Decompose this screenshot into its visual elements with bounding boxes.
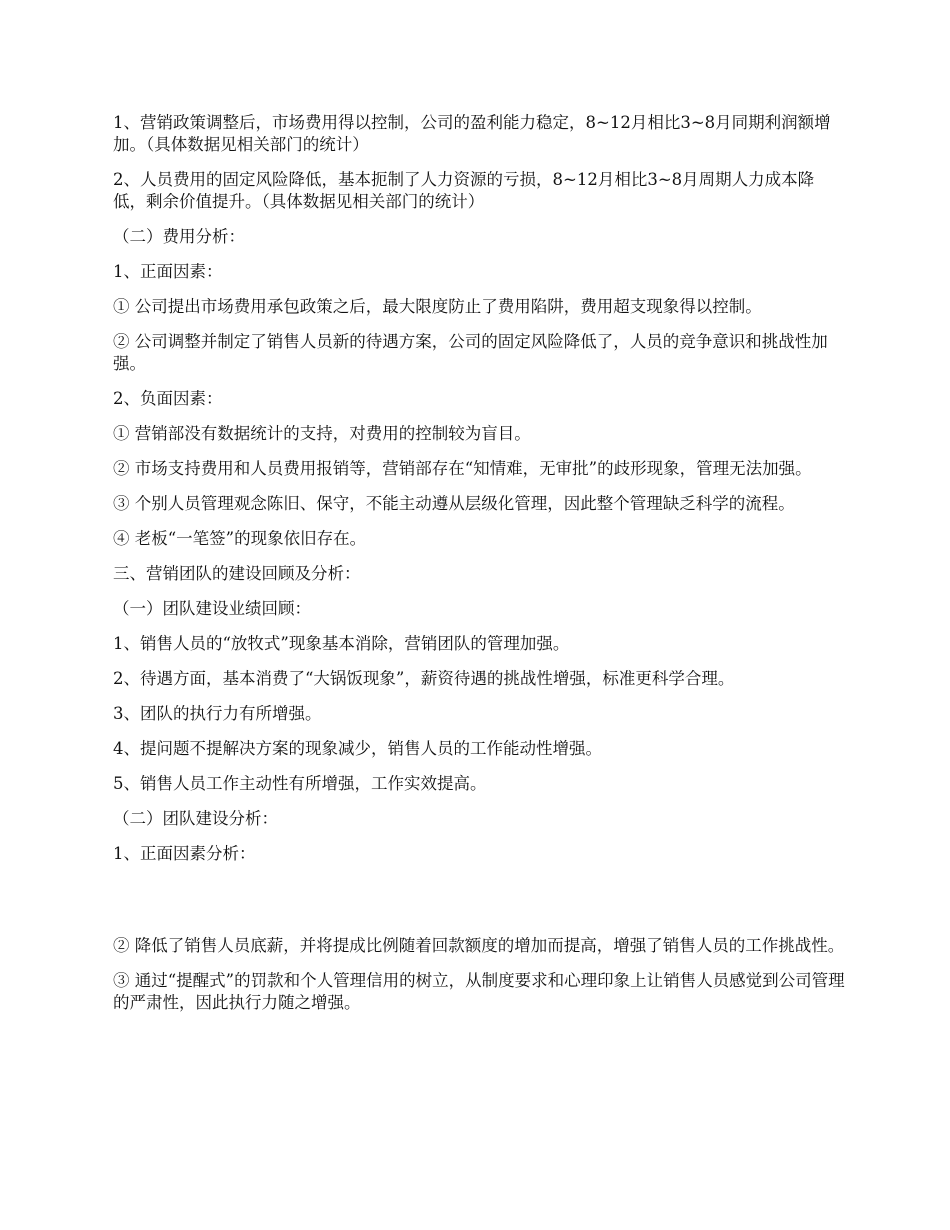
list-item-review-3: 3、团队的执行力有所增强。: [113, 704, 322, 723]
heading-positive-analysis: 1、正面因素分析：: [113, 844, 256, 863]
heading-positive-factors: 1、正面因素：: [113, 262, 223, 281]
list-item-negative-3: ③ 个别人员管理观念陈旧、保守，不能主动遵从层级化管理，因此整个管理缺乏科学的流程。: [113, 494, 795, 513]
blank-gap: [113, 878, 845, 922]
list-item-negative-2: ② 市场支持费用和人员费用报销等，营销部存在“知情难，无审批”的歧形现象，管理无法加强。: [113, 459, 812, 478]
paragraph-staff-cost-reduction: 2、人员费用的固定风险降低，基本扼制了人力资源的亏损，8~12月相比3~8月周期人力成本降低，剩余价值提升。（具体数据见相关部门的统计）: [113, 170, 815, 211]
document-body: [113, 112, 845, 1027]
list-item-negative-4: ④ 老板“一笔签”的现象依旧存在。: [113, 529, 367, 548]
heading-cost-analysis: （二）费用分析：: [113, 227, 245, 246]
heading-team-review: （一）团队建设业绩回顾：: [113, 599, 311, 618]
list-item-analysis-3: ③ 通过“提醒式”的罚款和个人管理信用的树立，从制度要求和心理印象上让销售人员感觉到公司管理的严肃性，因此执行力随之增强。: [113, 971, 845, 1012]
paragraph-profit-increase: 1、营销政策调整后，市场费用得以控制，公司的盈利能力稳定，8~12月相比3~8月同期利润额增加。（具体数据见相关部门的统计）: [113, 113, 831, 154]
list-item-review-5: 5、销售人员工作主动性有所增强，工作实效提高。: [113, 774, 487, 793]
list-item-positive-2: ② 公司调整并制定了销售人员新的待遇方案，公司的固定风险降低了，人员的竞争意识和挑战性加强。: [113, 332, 828, 373]
list-item-review-4: 4、提问题不提解决方案的现象减少，销售人员的工作能动性增强。: [113, 739, 602, 758]
list-item-negative-1: ① 营销部没有数据统计的支持，对费用的控制较为盲目。: [113, 424, 531, 443]
heading-team-analysis: （二）团队建设分析：: [113, 809, 278, 828]
list-item-review-2: 2、待遇方面，基本消费了“大锅饭现象”，薪资待遇的挑战性增强，标准更科学合理。: [113, 669, 735, 688]
heading-negative-factors: 2、负面因素：: [113, 389, 223, 408]
list-item-review-1: 1、销售人员的“放牧式”现象基本消除，营销团队的管理加强。: [113, 634, 570, 653]
list-item-analysis-2: ② 降低了销售人员底薪，并将提成比例随着回款额度的增加而提高，增强了销售人员的工作挑战性。: [113, 936, 845, 955]
list-item-positive-1: ① 公司提出市场费用承包政策之后，最大限度防止了费用陷阱，费用超支现象得以控制。: [113, 297, 762, 316]
heading-team-building: 三、营销团队的建设回顾及分析：: [113, 564, 361, 583]
